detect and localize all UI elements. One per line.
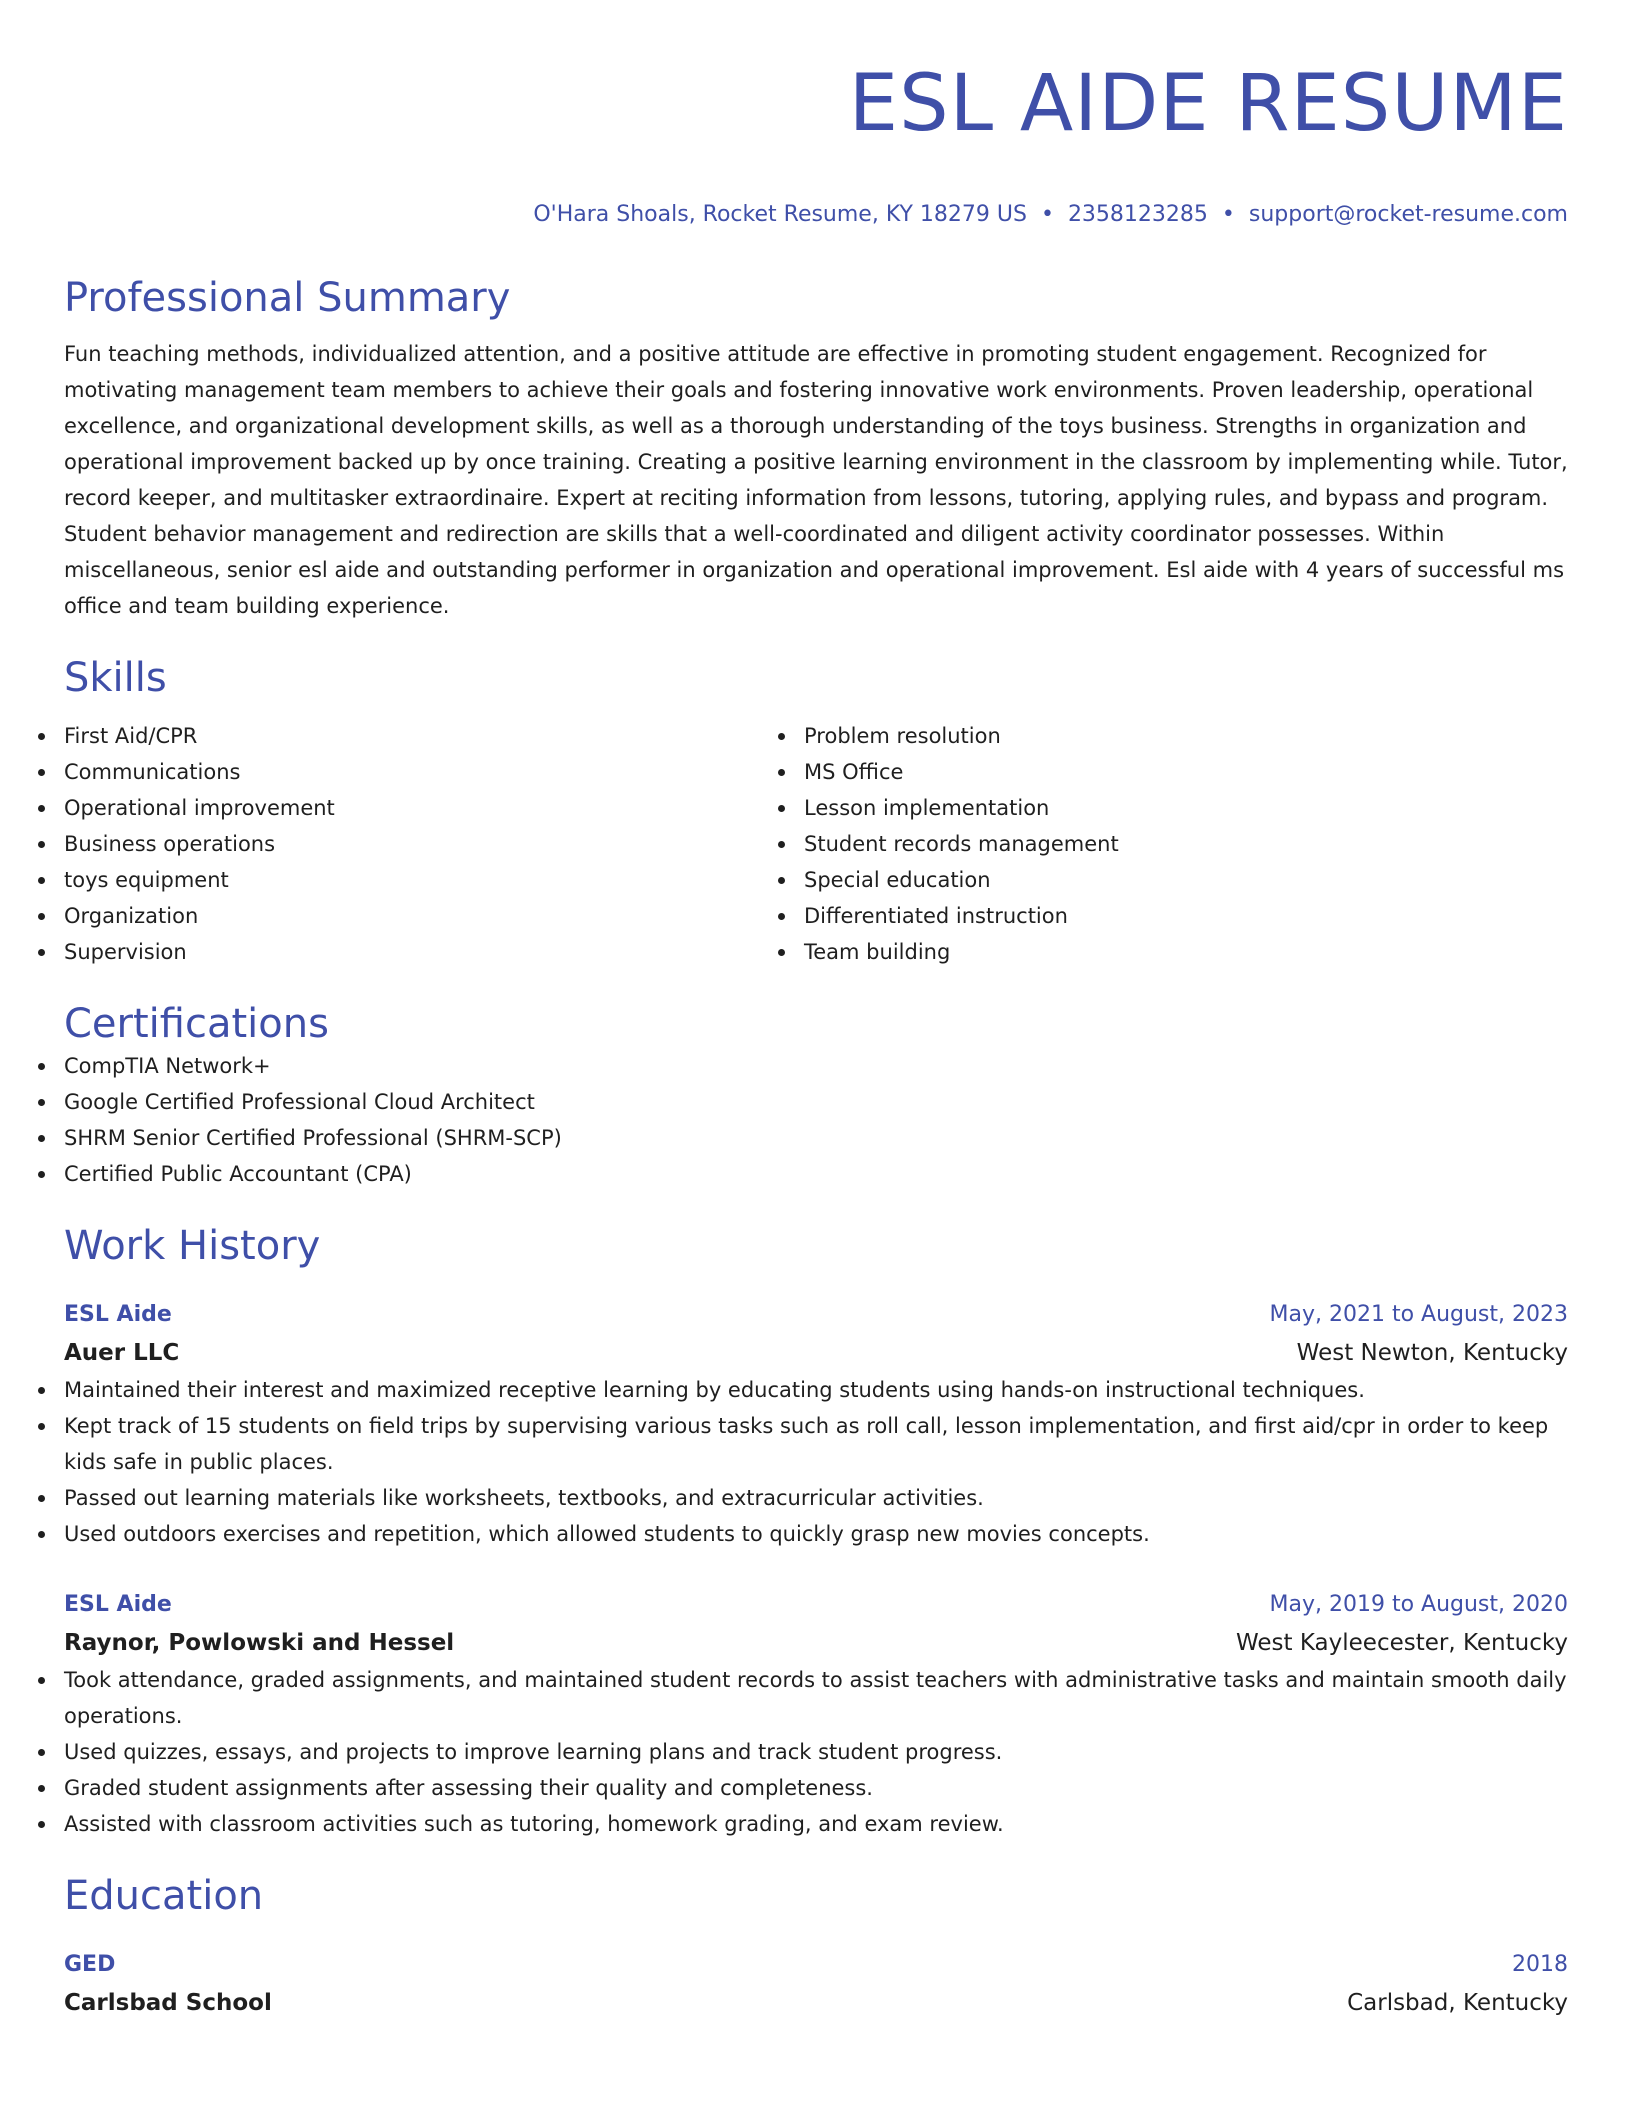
- job-header-row: [64, 1586, 1568, 1624]
- job-header-row: [64, 1296, 1568, 1334]
- contact-email[interactable]: support@rocket-resume.com: [1248, 202, 1568, 227]
- education-degree: GED: [64, 1952, 116, 1977]
- skill-item: Supervision: [64, 934, 804, 970]
- job-duty-item: Used outdoors exercises and repetition, which allowed students to quickly grasp new movies concepts.: [64, 1516, 1568, 1552]
- summary-heading: Professional Summary: [64, 275, 511, 321]
- certification-item: CompTIA Network+: [64, 1048, 1568, 1084]
- job-duty-item: Kept track of 15 students on field trips by supervising various tasks such as roll call, lesson implementation, and first aid/cpr in order to keep kids safe in public places.: [64, 1408, 1568, 1480]
- contact-separator: •: [1221, 202, 1235, 227]
- skill-item: MS Office: [804, 754, 1544, 790]
- contact-phone: 2358123285: [1067, 202, 1208, 227]
- skills-grid: [64, 718, 1568, 970]
- certifications-heading: Certifications: [64, 1001, 329, 1047]
- skill-item: Team building: [804, 934, 1544, 970]
- skills-heading: Skills: [64, 655, 167, 701]
- summary-text: Fun teaching methods, individualized attention, and a positive attitude are effective in promoting student engagement. Recognized for motivating management team members to achieve their goals and fostering innovative work environments. Proven leadership, operational excellence, and organizational development skills, as well as a thorough understanding of the toys business. Strengths in organization and operational improvement backed up by once training. Creating a positive learning environment in the classroom by implementing while. Tutor, record keeper, and multitasker extraordinaire. Expert at reciting information from lessons, tutoring, applying rules, and bypass and program. Student behavior management and redirection are skills that a well-coordinated and diligent activity coordinator possesses. Within miscellaneous, senior esl aide and outstanding performer in organization and operational improvement. Esl aide with 4 years of successful ms office and team building experience.: [64, 342, 1568, 618]
- certifications-list: [64, 1048, 1568, 1192]
- job-employer-row: [64, 1334, 1568, 1372]
- skill-item: Operational improvement: [64, 790, 804, 826]
- education-entry: [64, 1946, 1568, 2022]
- contact-separator: •: [1040, 202, 1054, 227]
- job-employer: Raynor, Powlowski and Hessel: [64, 1630, 455, 1656]
- job-employer: Auer LLC: [64, 1340, 180, 1366]
- certification-item: Google Certified Professional Cloud Architect: [64, 1084, 1568, 1120]
- job-duty-item: Assisted with classroom activities such as tutoring, homework grading, and exam review.: [64, 1806, 1568, 1842]
- job-duty-item: Passed out learning materials like worksheets, textbooks, and extracurricular activities.: [64, 1480, 1568, 1516]
- education-header-row: [64, 1946, 1568, 1984]
- education-location: Carlsbad, Kentucky: [1347, 1990, 1568, 2016]
- job-duties-list: [64, 1662, 1568, 1842]
- job-title: ESL Aide: [64, 1302, 172, 1327]
- education-school: Carlsbad School: [64, 1990, 272, 2016]
- job-location: West Newton, Kentucky: [1296, 1340, 1568, 1366]
- job-entry: [64, 1296, 1568, 1552]
- skill-item: Business operations: [64, 826, 804, 862]
- skill-item: Student records management: [804, 826, 1544, 862]
- job-duty-item: Maintained their interest and maximized receptive learning by educating students using hands-on instructional techniques.: [64, 1372, 1568, 1408]
- education-year: 2018: [1512, 1952, 1568, 1977]
- education-school-row: [64, 1984, 1568, 2022]
- work-history-heading: Work History: [64, 1223, 321, 1269]
- resume-title: ESL AIDE RESUME: [848, 59, 1568, 149]
- job-dates: May, 2019 to August, 2020: [1269, 1592, 1568, 1617]
- skill-item: Organization: [64, 898, 804, 934]
- skill-item: toys equipment: [64, 862, 804, 898]
- skill-item: Differentiated instruction: [804, 898, 1544, 934]
- job-location: West Kayleecester, Kentucky: [1236, 1630, 1568, 1656]
- job-duty-item: Graded student assignments after assessing their quality and completeness.: [64, 1770, 1568, 1806]
- job-entry: [64, 1586, 1568, 1842]
- job-duty-item: Used quizzes, essays, and projects to improve learning plans and track student progress.: [64, 1734, 1568, 1770]
- skill-item: Lesson implementation: [804, 790, 1544, 826]
- skill-item: Problem resolution: [804, 718, 1544, 754]
- skill-item: Communications: [64, 754, 804, 790]
- certification-item: Certified Public Accountant (CPA): [64, 1156, 1568, 1192]
- contact-address: O'Hara Shoals, Rocket Resume, KY 18279 US: [533, 202, 1027, 227]
- job-employer-row: [64, 1624, 1568, 1662]
- job-duty-item: Took attendance, graded assignments, and maintained student records to assist teachers with administrative tasks and maintain smooth daily operations.: [64, 1662, 1568, 1734]
- skills-column-left: [64, 718, 804, 970]
- skill-item: Special education: [804, 862, 1544, 898]
- job-duties-list: [64, 1372, 1568, 1552]
- skills-column-right: [804, 718, 1544, 970]
- skill-item: First Aid/CPR: [64, 718, 804, 754]
- certification-item: SHRM Senior Certified Professional (SHRM-SCP): [64, 1120, 1568, 1156]
- job-dates: May, 2021 to August, 2023: [1269, 1302, 1568, 1327]
- contact-line: [64, 200, 1568, 230]
- education-heading: Education: [64, 1873, 264, 1919]
- job-title: ESL Aide: [64, 1592, 172, 1617]
